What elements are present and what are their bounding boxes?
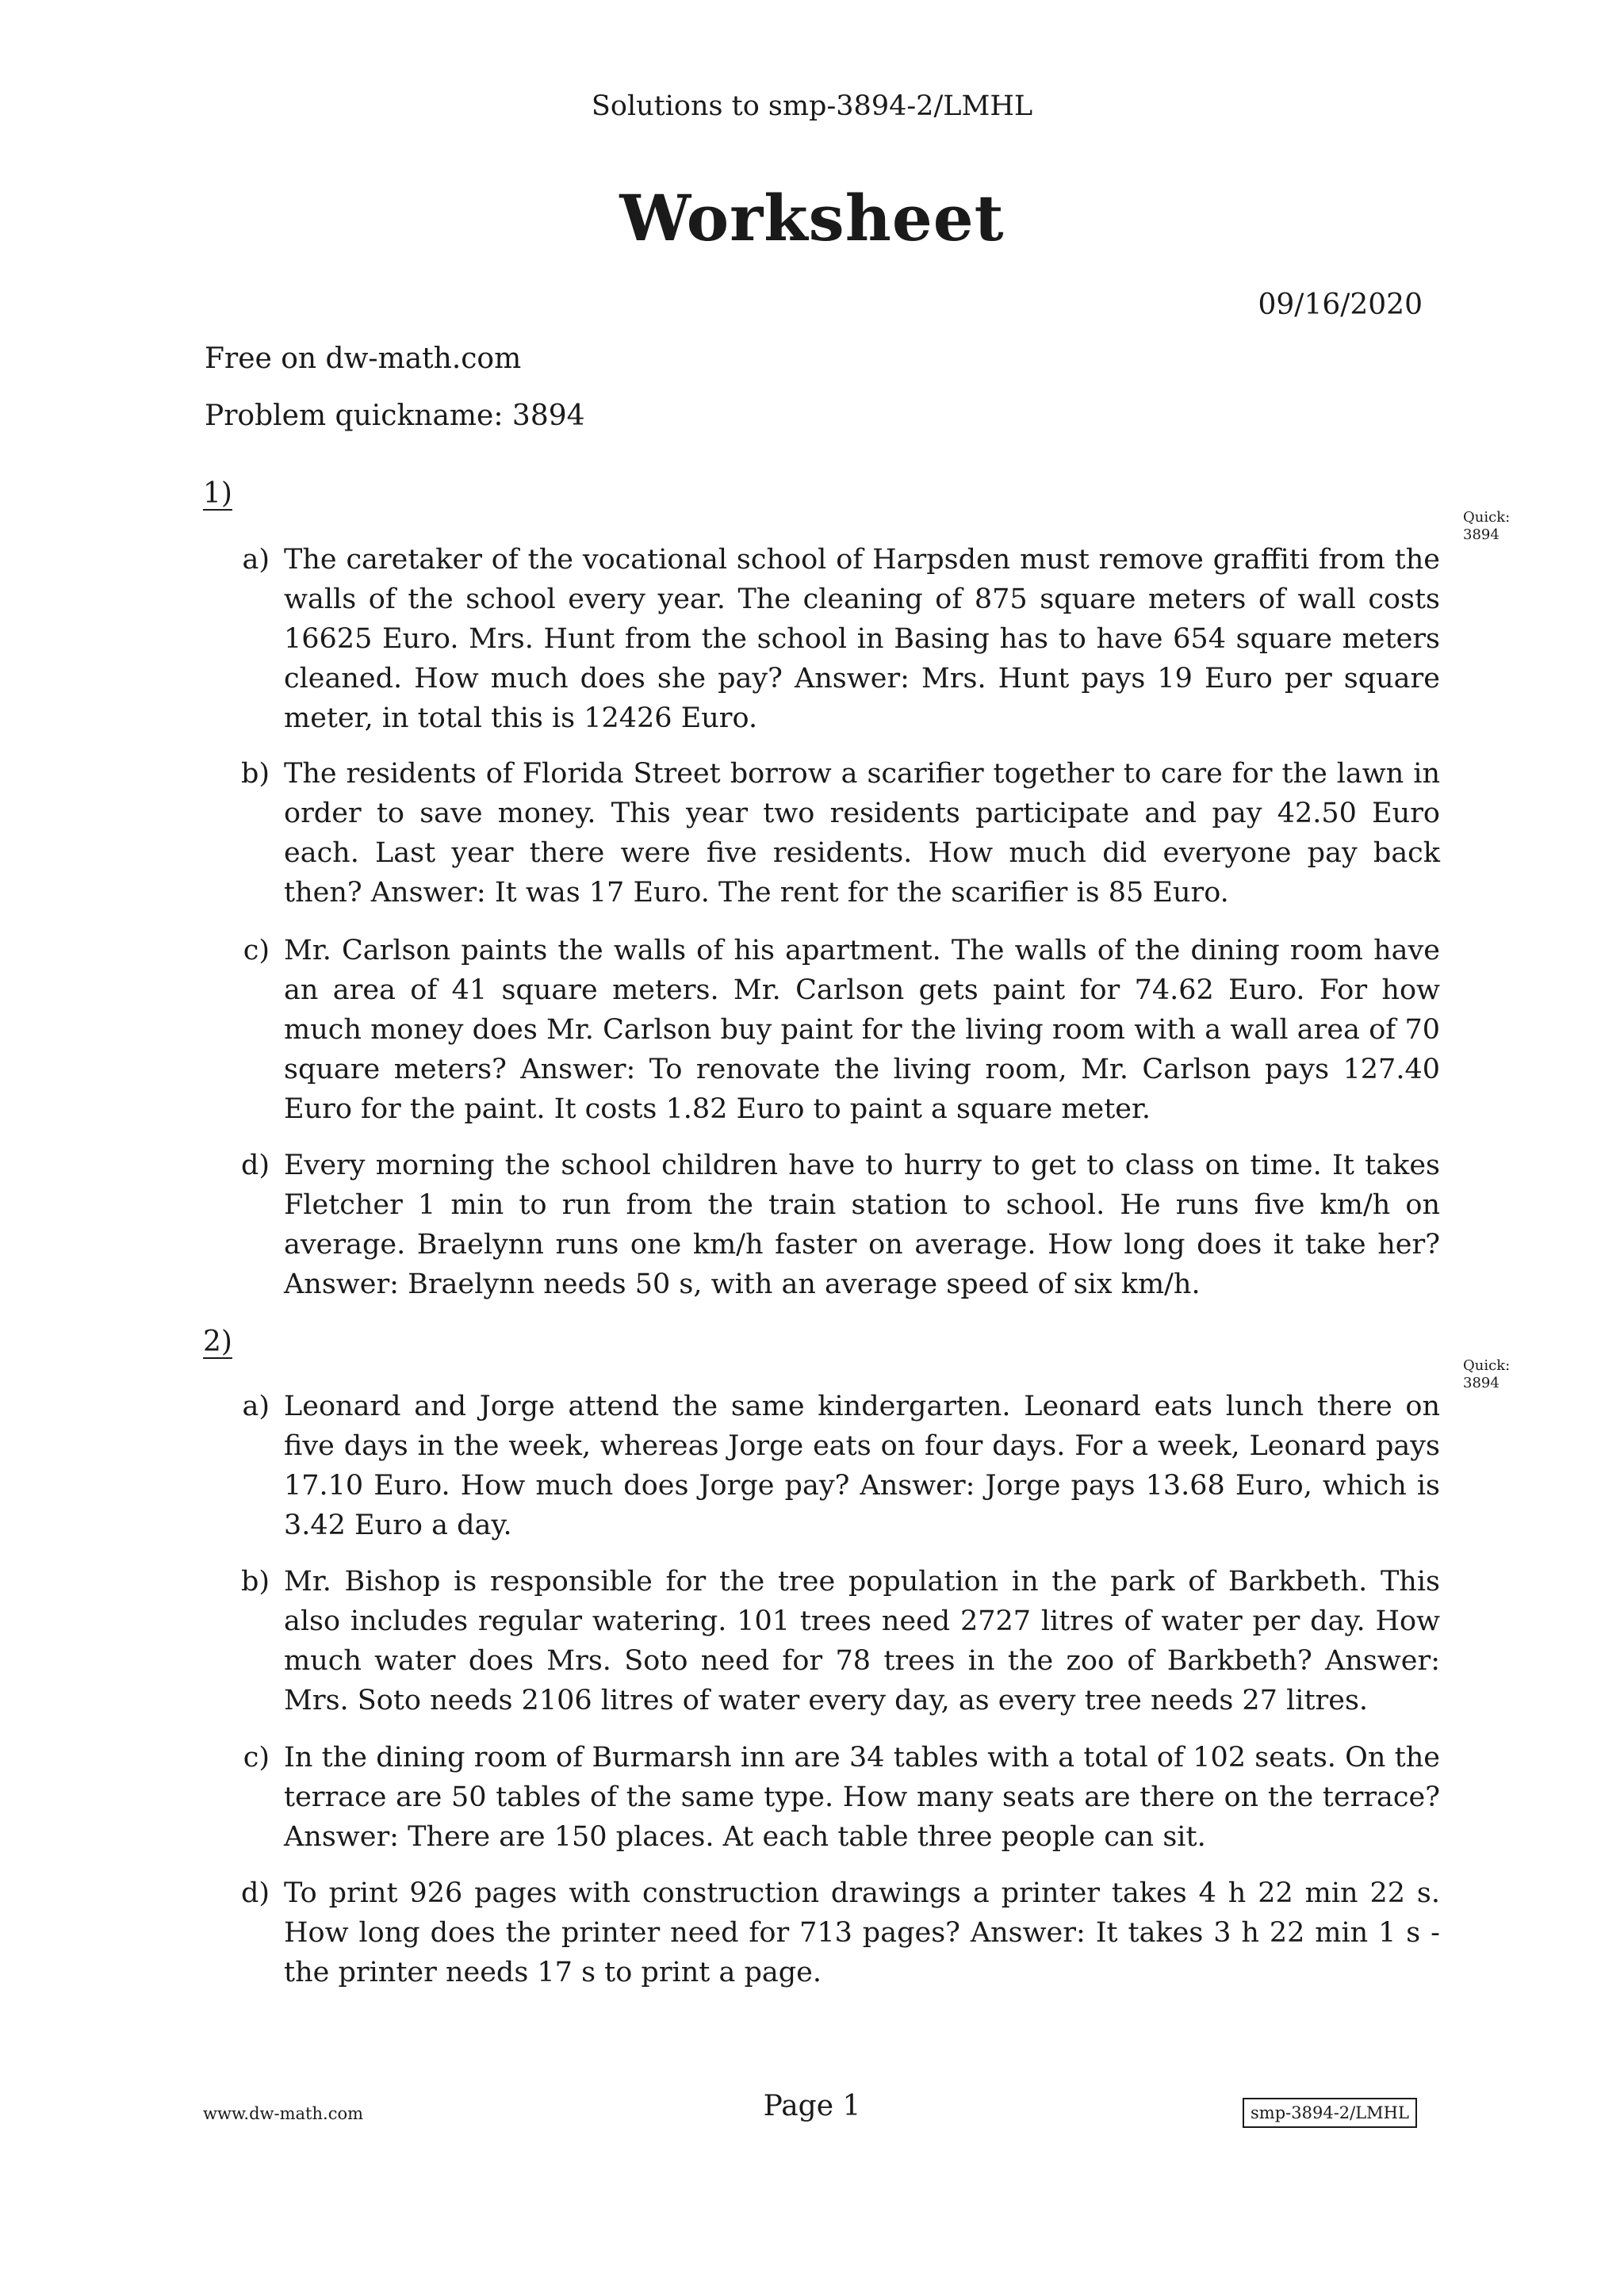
quick-label: Quick: (1463, 509, 1511, 526)
problem-number-2: 2) (203, 1326, 232, 1358)
page-subtitle: Solutions to smp-3894-2/LMHL (591, 90, 1033, 122)
quick-value: 3894 (1463, 1375, 1500, 1391)
item-label: a) (242, 544, 270, 576)
item-label: c) (243, 1742, 270, 1774)
free-on-line: Free on dw-math.com (205, 342, 522, 375)
item-label: c) (243, 935, 270, 966)
quick-label: Quick: (1463, 1357, 1511, 1374)
item-label: d) (240, 1150, 270, 1181)
problem-quickname: Problem quickname: 3894 (205, 400, 585, 432)
item-text: The caretaker of the vocational school of Harpsden must remove graffiti from the walls of the school every year. The cleaning of 875 square meters of wall costs 16625 Euro. Mrs. Hunt from the school in Basing has to have 654 square meters cleaned. How much does she pay? Answer: Mrs. Hunt pays 19 Euro per square meter, in total this is 12426 Euro. (284, 544, 1440, 734)
quick-tag-1 (1463, 509, 1510, 544)
item-text: To print 926 pages with construction drawings a printer takes 4 h 22 min 22 s. How long does the printer need for 713 pages? Answer: It takes 3 h 22 min 1 s - the printer needs 17 s to print a page. (284, 1877, 1440, 1988)
footer-website: www.dw-math.com (203, 2104, 364, 2123)
footer-code-box: smp-3894-2/LMHL (1243, 2098, 1417, 2128)
item-label: d) (240, 1877, 270, 1909)
problem-number-1: 1) (203, 477, 232, 510)
item-text: The residents of Florida Street borrow a scarifier together to care for the lawn in order to save money. This year two residents participate and pay 42.50 Euro each. Last year there were five residents. How much did everyone pay back then? Answer: It was 17 Euro. The rent for the scarifier is 85 Euro. (284, 758, 1440, 909)
item-label: a) (242, 1391, 270, 1422)
page-title: Worksheet (619, 181, 1005, 255)
quick-value: 3894 (1463, 526, 1500, 543)
footer-page-number: Page 1 (763, 2090, 861, 2122)
item-label: b) (240, 1566, 270, 1598)
item-text: Mr. Carlson paints the walls of his apartment. The walls of the dining room have an area of 41 square meters. Mr. Carlson gets paint for 74.62 Euro. For how much money does Mr. Carlson buy paint for the living room with a wall area of 70 square meters? Answer: To renovate the living room, Mr. Carlson pays 127.40 Euro for the paint. It costs 1.82 Euro to paint a square meter. (284, 935, 1440, 1125)
item-text: Mr. Bishop is responsible for the tree population in the park of Barkbeth. This also includes regular watering. 101 trees need 2727 litres of water per day. How much water does Mrs. Soto need for 78 trees in the zoo of Barkbeth? Answer: Mrs. Soto needs 2106 litres of water every day, as every tree needs 27 litres. (284, 1566, 1440, 1716)
item-label: b) (240, 758, 270, 790)
quick-tag-2 (1463, 1357, 1510, 1392)
item-text: Leonard and Jorge attend the same kindergarten. Leonard eats lunch there on five days in the week, whereas Jorge eats on four days. For a week, Leonard pays 17.10 Euro. How much does Jorge pay? Answer: Jorge pays 13.68 Euro, which is 3.42 Euro a day. (284, 1391, 1440, 1541)
item-text: In the dining room of Burmarsh inn are 34 tables with a total of 102 seats. On the terrace are 50 tables of the same type. How many seats are there on the terrace? Answer: There are 150 places. At each table three people can sit. (284, 1742, 1440, 1853)
worksheet-date: 09/16/2020 (1258, 289, 1423, 321)
item-text: Every morning the school children have to hurry to get to class on time. It takes Fletcher 1 min to run from the train station to school. He runs five km/h on average. Braelynn runs one km/h faster on average. How long does it take her? Answer: Braelynn needs 50 s, with an average speed of six km/h. (284, 1150, 1440, 1300)
